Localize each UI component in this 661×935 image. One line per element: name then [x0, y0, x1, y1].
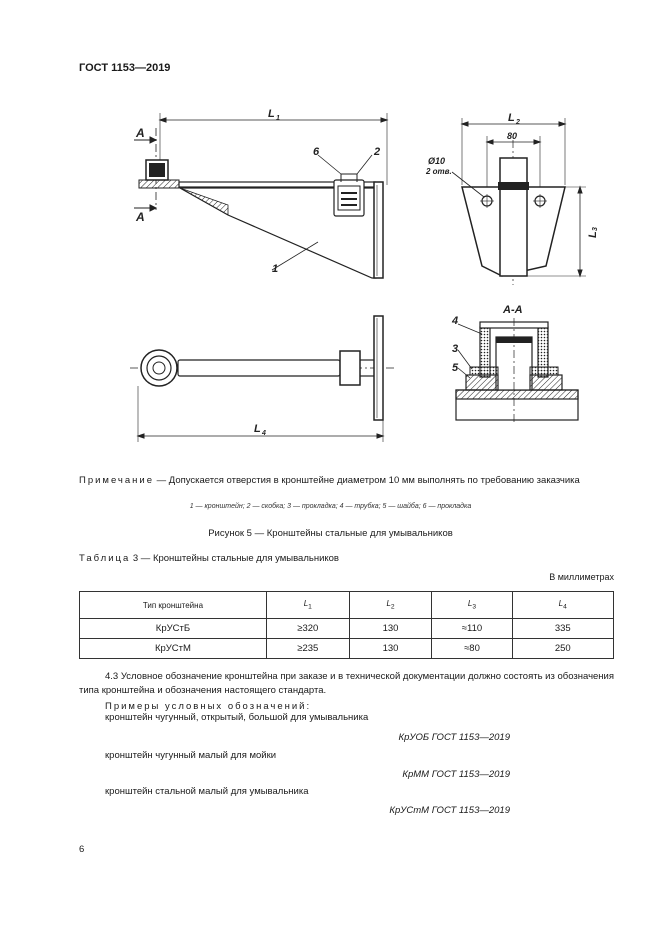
dim-l2: L: [508, 112, 515, 124]
table-caption: [79, 553, 339, 564]
table-cell: 335: [512, 619, 613, 639]
dim-80: 80: [507, 131, 518, 141]
callout-4: 4: [452, 315, 459, 327]
figure-legend: 1 — кронштейн; 2 — скобка; 3 — прокладка; 4 — трубка; 5 — шайба; 6 — прокладка: [189, 503, 472, 510]
dim-l4-sub: 4: [262, 430, 266, 437]
callout-2: 2: [374, 146, 381, 158]
front-view: [452, 118, 586, 285]
col-header-type: Тип кронштейна: [80, 592, 267, 619]
top-view: [130, 316, 395, 442]
callout-3: 3: [452, 343, 459, 355]
example-code-3: КрУСтМ ГОСТ 1153—2019: [389, 805, 510, 816]
callout-1: 1: [272, 263, 279, 275]
table-cell: 250: [512, 639, 613, 659]
col-header-l4: $L_4$: [512, 592, 613, 619]
section-mark-bottom: А: [136, 210, 145, 224]
callout-6: 6: [313, 146, 320, 158]
dim-l4: L: [254, 423, 261, 435]
dim-l2-sub: 2: [516, 119, 520, 126]
example-description-2: кронштейн чугунный малый для мойки: [105, 750, 277, 761]
page-number: 6: [79, 844, 85, 855]
callout-5: 5: [452, 362, 459, 374]
table-cell: 130: [349, 619, 432, 639]
document-header: ГОСТ 1153—2019: [79, 62, 171, 74]
example-code-1: КрУОБ ГОСТ 1153—2019: [398, 732, 510, 743]
table-cell: КрУСтБ: [80, 619, 267, 639]
side-view: [134, 113, 387, 278]
table-row: [80, 619, 614, 639]
dim-l3-sub: 3: [592, 227, 599, 231]
figure-caption: Рисунок 5 — Кронштейны стальные для умывальников: [208, 528, 453, 539]
table-cell: ≥320: [266, 619, 349, 639]
example-description-1: кронштейн чугунный, открытый, большой для умывальника: [105, 712, 369, 723]
col-header-l1: $L_1$: [266, 592, 349, 619]
dim-hole-count: 2 отв.: [426, 167, 452, 176]
table-row: [80, 639, 614, 659]
table-header-row: [80, 592, 614, 619]
section-mark-top: А: [136, 126, 145, 140]
example-description-3: кронштейн стальной малый для умывальника: [105, 786, 309, 797]
examples-label: Примеры условных обозначений:: [105, 701, 312, 712]
table-cell: ≈80: [432, 639, 512, 659]
section-title: А-А: [503, 304, 523, 316]
col-header-l3: $L_3$: [432, 592, 512, 619]
col-header-l2: $L_2$: [349, 592, 432, 619]
section-a-a: [456, 318, 578, 425]
example-code-2: КрММ ГОСТ 1153—2019: [402, 769, 510, 780]
dim-hole: Ø10: [428, 156, 446, 166]
table-cell: ≥235: [266, 639, 349, 659]
note-label: Примечание: [79, 475, 154, 486]
table-cell: КрУСтМ: [80, 639, 267, 659]
figure-note: [79, 474, 619, 487]
section-paragraph: 4.3 Условное обозначение кронштейна при заказе и в технической документации должно состоять из обозначения типа кронштейна и обозначения настоящего стандарта.: [79, 671, 614, 696]
table-cell: ≈110: [432, 619, 512, 639]
dim-l3: L: [587, 231, 599, 238]
table-caption-label: Таблица: [79, 553, 131, 564]
data-table: [79, 591, 614, 659]
table-caption-text: 3 — Кронштейны стальные для умывальников: [130, 553, 339, 564]
table-cell: 130: [349, 639, 432, 659]
dim-l1-sub: 1: [276, 115, 280, 122]
note-text: — Допускается отверстия в кронштейне диаметром 10 мм выполнять по требованию заказчика: [154, 475, 580, 486]
table-units: В миллиметрах: [549, 572, 614, 582]
dim-l1: L: [268, 108, 275, 120]
